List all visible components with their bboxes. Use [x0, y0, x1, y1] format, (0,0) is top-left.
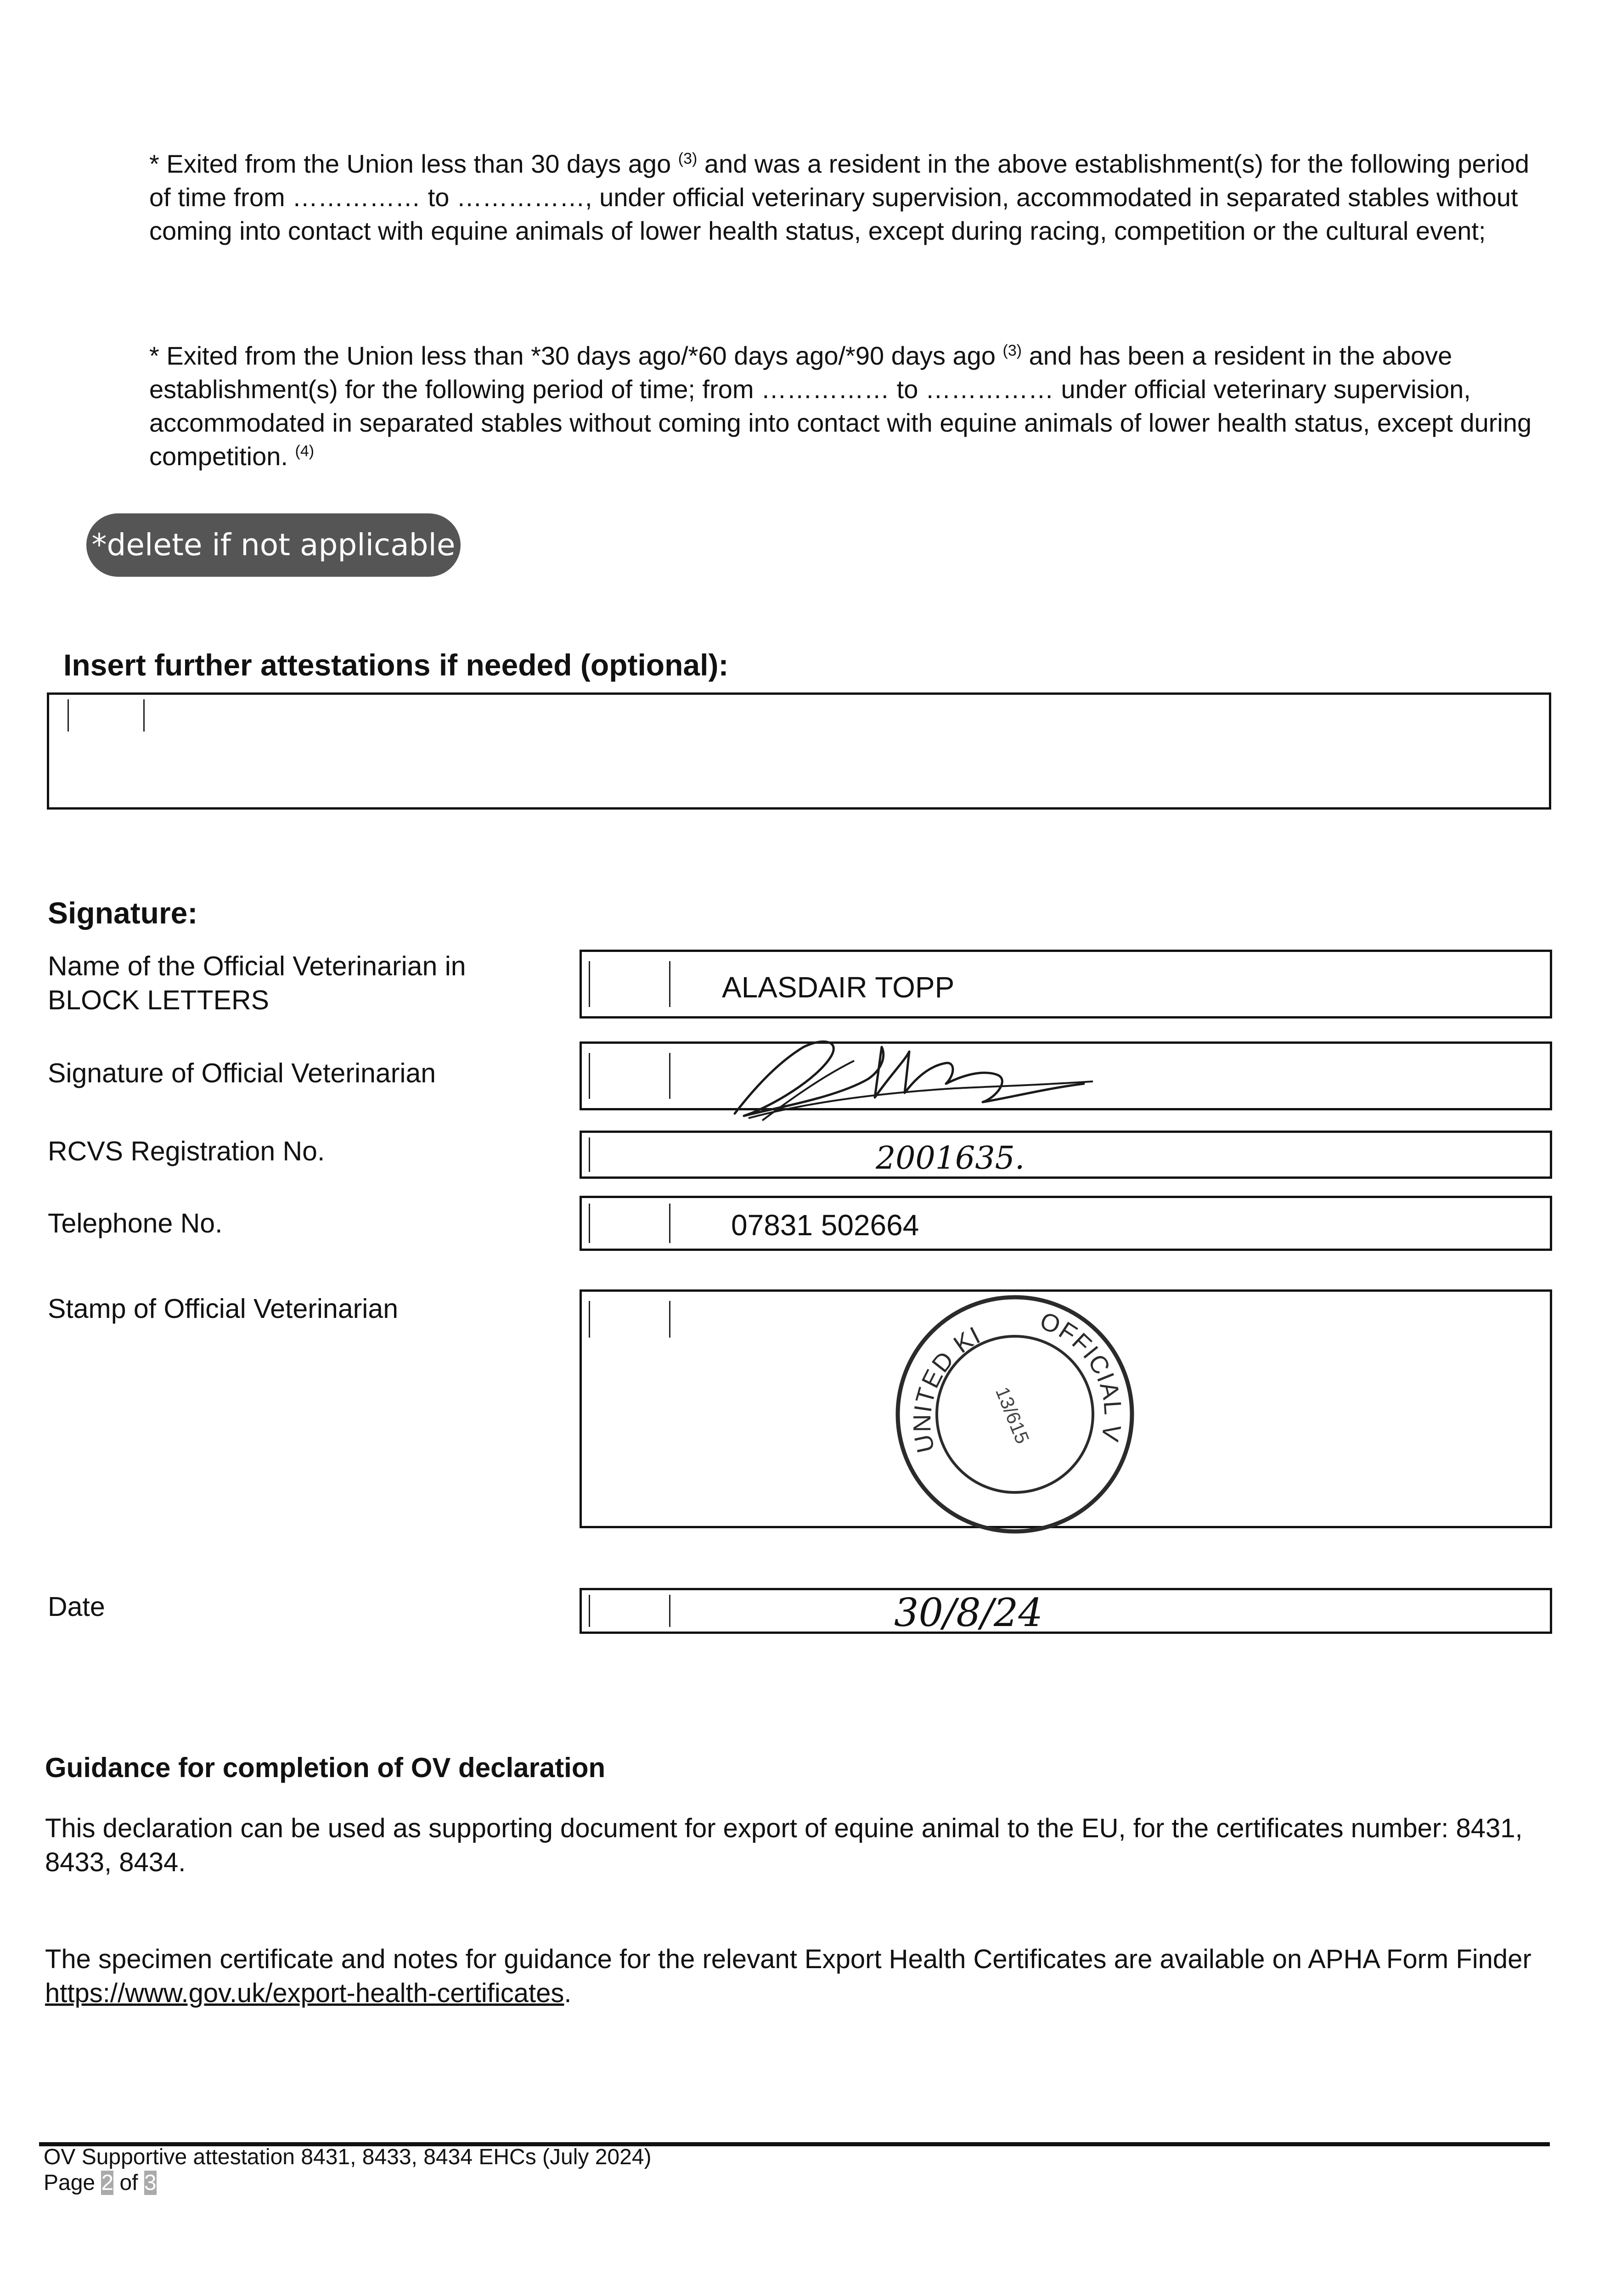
guidance-paragraph-2: The specimen certificate and notes for guidance for the relevant Export Health Certificates are available on APHA Form Finder https://www.gov.uk/export-health-certificates. [45, 1944, 1531, 2008]
date-field[interactable] [580, 1588, 1552, 1634]
date-value: 30/8/24 [894, 1590, 1043, 1635]
telephone-value: 07831 502664 [731, 1209, 919, 1242]
delete-note-badge: *delete if not applicable [86, 513, 461, 577]
footer-page-number: Page 2 of 3 [44, 2171, 157, 2195]
stamp-text-bottom: OFFICIAL VETERINARIAN [1036, 1306, 1127, 1445]
signature-label: Signature of Official Veterinarian [48, 1058, 436, 1088]
telephone-field[interactable] [580, 1196, 1552, 1251]
name-field[interactable] [580, 950, 1552, 1019]
footer-title: OV Supportive attestation 8431, 8433, 8434 EHCs (July 2024) [44, 2145, 652, 2169]
rcvs-field[interactable] [580, 1131, 1552, 1179]
stamp-label: Stamp of Official Veterinarian [48, 1294, 399, 1324]
stamp-number: 13/615 [991, 1384, 1034, 1447]
handwritten-signature [716, 1019, 1102, 1130]
signature-heading: Signature: [48, 896, 198, 930]
date-label: Date [48, 1592, 105, 1622]
further-attestations-heading: Insert further attestations if needed (optional): [63, 648, 729, 682]
name-value: ALASDAIR TOPP [722, 971, 955, 1004]
stamp-text-top: UNITED KINGDOM [908, 1321, 985, 1456]
rcvs-value: 2001635. [876, 1140, 1025, 1176]
attestation-paragraph-2: * Exited from the Union less than *30 days ago/*60 days ago/*90 days ago $^{(3)}$ and has been a resident in the above establishment(s) for the following period of time; from …………… to …………… under official veterinary supervision, accommodated in separated stables without coming into contact with equine animals of lower health status, except during competition. $^{(4)}$ [149, 341, 1532, 471]
rcvs-label: RCVS Registration No. [48, 1136, 325, 1166]
further-attestations-field[interactable] [47, 692, 1551, 810]
official-veterinarian-stamp [891, 1290, 1139, 1538]
export-health-certificates-link[interactable]: https://www.gov.uk/export-health-certificates [45, 1978, 564, 2008]
name-label: Name of the Official Veterinarian in BLOCK LETTERS [48, 951, 466, 1015]
guidance-paragraph-1: This declaration can be used as supporting document for export of equine animal to the EU, for the certificates number: 8431, 8433, 8434. [45, 1813, 1523, 1877]
telephone-label: Telephone No. [48, 1208, 223, 1238]
attestation-paragraph-1: * Exited from the Union less than 30 days ago $^{(3)}$ and was a resident in the above establishment(s) for the following period of time from …………… to ……………, under official veterinary supervision, accommodated in separated stables without coming into contact with equine animals of lower health status, except during racing, competition or the cultural event; [149, 149, 1530, 245]
guidance-heading: Guidance for completion of OV declaration [45, 1752, 606, 1783]
